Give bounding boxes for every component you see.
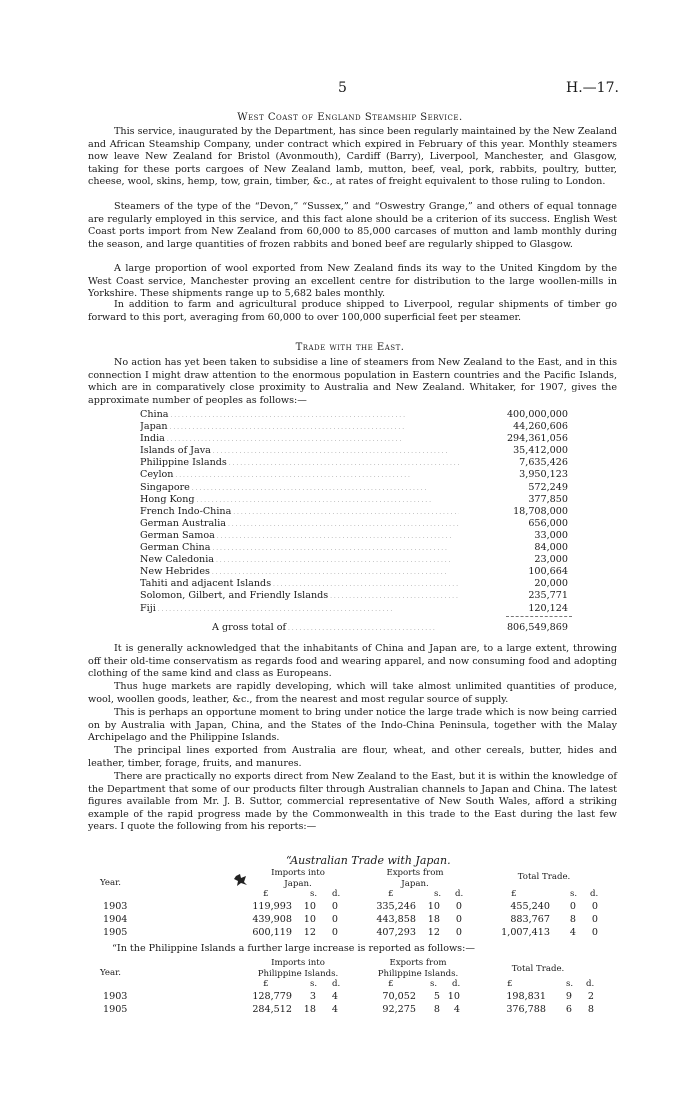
- population-row: [140, 445, 570, 457]
- imports-pence: 0: [331, 914, 338, 925]
- exports-shillings: 8: [433, 1004, 440, 1015]
- exports-pounds: 70,052: [382, 991, 416, 1002]
- table-row: [100, 927, 600, 939]
- country-name: German Australia . . .: [140, 518, 459, 530]
- total-pounds: 1,007,413: [501, 927, 550, 938]
- exports-shillings: 5: [433, 991, 440, 1002]
- column-header-total: Total Trade.: [511, 964, 565, 974]
- imports-pounds: 600,119: [252, 927, 292, 938]
- paragraph: A large proportion of wool exported from New Zealand finds its way to the United Kingdom by the West Coast service, Manchester proving an excellent centre for distribution to the large woollen-mills in Yorkshire. These shipments range up to 5,682 bales monthly.: [88, 263, 617, 300]
- total-pounds: 198,831: [506, 991, 546, 1002]
- imports-pence: 0: [331, 901, 338, 912]
- total-rule: [506, 616, 572, 617]
- shillings-symbol: s.: [310, 979, 318, 989]
- imports-pounds: 119,993: [252, 901, 292, 912]
- country-name: French Indo-China . . .: [140, 506, 459, 518]
- total-pence: 2: [587, 991, 594, 1002]
- year-cell: 1905: [103, 1004, 128, 1015]
- japan-trade-table: [100, 866, 600, 942]
- column-header-year: Year.: [100, 878, 122, 888]
- population-row: [140, 421, 570, 433]
- exports-pounds: 443,858: [376, 914, 416, 925]
- exports-pence: 0: [455, 927, 462, 938]
- paragraph: There are practically no exports direct from New Zealand to the East, but it is within the knowledge of the Department that some of our products filter through Australian channels to Japan and China. The latest figures available from Mr. J. B. Suttor, commercial representative of New South Wales, afford a striking example of the rapid progress made by the Commonwealth in this trade to the East during the last few years. I quote the following from his reports:—: [88, 771, 617, 833]
- year-cell: 1905: [103, 927, 128, 938]
- imports-pence: 4: [331, 991, 338, 1002]
- population-value: 7,635,426: [519, 457, 568, 469]
- pence-symbol: d.: [455, 889, 464, 899]
- pence-symbol: d.: [332, 889, 341, 899]
- column-header-imports: Imports into Japan.: [271, 868, 325, 889]
- shillings-symbol: s.: [566, 979, 574, 989]
- paragraph: In addition to farm and agricultural produce shipped to Liverpool, regular shipments of timber go forward to this port, averaging from 60,000 to over 100,000 superficial feet per steamer.: [88, 299, 617, 323]
- population-value: 400,000,000: [506, 409, 568, 420]
- imports-pence: 4: [331, 1004, 338, 1015]
- total-pence: 0: [591, 901, 598, 912]
- exports-pounds: 407,293: [376, 927, 416, 938]
- country-name: Hong Kong . . .: [140, 494, 459, 506]
- pence-symbol: d.: [452, 979, 461, 989]
- column-header-exports: Exports from Philippine Islands.: [377, 958, 459, 979]
- pence-symbol: d.: [332, 979, 341, 989]
- shillings-symbol: s.: [434, 889, 442, 899]
- table-row: [100, 901, 600, 913]
- year-cell: 1904: [103, 914, 128, 925]
- population-value: 377,850: [528, 493, 568, 505]
- population-row: [140, 518, 570, 530]
- country-name: New Caledonia . . .: [140, 554, 459, 566]
- exports-pence: 4: [453, 1004, 460, 1015]
- population-value: 572,249: [528, 481, 568, 493]
- total-pence: 8: [587, 1004, 594, 1015]
- japan-table-title: “Australian Trade with Japan.: [286, 854, 451, 867]
- imports-shillings: 10: [303, 914, 316, 925]
- total-pence: 0: [591, 914, 598, 925]
- country-name: Japan . . .: [140, 421, 459, 433]
- pence-symbol: d.: [590, 889, 599, 899]
- population-row: [140, 554, 570, 566]
- population-row: [140, 603, 570, 615]
- country-name: Tahiti and adjacent Islands . . .: [140, 578, 459, 590]
- table-row: [100, 914, 600, 926]
- country-name: Fiji . . .: [140, 603, 459, 615]
- exports-pounds: 335,246: [376, 901, 416, 912]
- imports-shillings: 3: [309, 991, 316, 1002]
- population-row: [140, 482, 570, 494]
- total-shillings: 0: [569, 901, 576, 912]
- population-value: 656,000: [528, 517, 568, 529]
- shillings-symbol: s.: [570, 889, 578, 899]
- population-value: 35,412,000: [513, 445, 568, 457]
- imports-shillings: 10: [303, 901, 316, 912]
- population-row: [140, 506, 570, 518]
- country-name: Solomon, Gilbert, and Friendly Islands . . .: [140, 590, 459, 602]
- exports-pence: 0: [455, 914, 462, 925]
- population-value: 120,124: [528, 602, 568, 614]
- pence-symbol: d.: [586, 979, 595, 989]
- paragraph: It is generally acknowledged that the inhabitants of China and Japan are, to a large extent, throwing off their old-time conservatism as regards food and wearing apparel, and now consuming food and adopting clothing of the same kind and class as Europeans.: [88, 643, 617, 680]
- population-table: [140, 409, 570, 615]
- pounds-symbol: £: [388, 889, 394, 899]
- population-value: 33,000: [534, 529, 568, 541]
- paragraph: Thus huge markets are rapidly developing, which will take almost unlimited quantities of produce, wool, woollen goods, leather, &c., from the nearest and most regular source of supply.: [88, 681, 617, 705]
- shillings-symbol: s.: [310, 889, 318, 899]
- paragraph: This is perhaps an opportune moment to bring under notice the large trade which is now being carried on by Australia with Japan, China, and the States of the Indo-China Peninsula, together with the Malay Archipelago and the Philippine Islands.: [88, 707, 617, 744]
- country-name: German China . . .: [140, 542, 459, 554]
- philippine-intro: “In the Philippine Islands a further large increase is reported as follows:—: [112, 943, 475, 954]
- total-shillings: 6: [565, 1004, 572, 1015]
- imports-pounds: 439,908: [252, 914, 292, 925]
- population-row: [140, 433, 570, 445]
- population-value: 20,000: [534, 578, 568, 590]
- exports-shillings: 10: [427, 901, 440, 912]
- country-name: German Samoa . . .: [140, 530, 459, 542]
- page-reference: H.—17.: [566, 80, 619, 96]
- column-header-imports: Imports into Philippine Islands.: [257, 958, 339, 979]
- table-row: [100, 991, 600, 1003]
- population-value: 44,260,606: [513, 421, 568, 433]
- exports-pounds: 92,275: [382, 1004, 416, 1015]
- shillings-symbol: s.: [430, 979, 438, 989]
- total-shillings: 4: [569, 927, 576, 938]
- country-name: Islands of Java . . .: [140, 445, 459, 457]
- population-row: [140, 494, 570, 506]
- country-name: Singapore . . .: [140, 482, 459, 494]
- population-row: [140, 469, 570, 481]
- table-row: [100, 1004, 600, 1016]
- gross-total-label: A gross total of . . .: [140, 622, 459, 633]
- pounds-symbol: £: [511, 889, 517, 899]
- imports-shillings: 12: [303, 927, 316, 938]
- year-cell: 1903: [103, 901, 128, 912]
- country-name: India . . .: [140, 433, 459, 445]
- population-value: 18,708,000: [513, 505, 568, 517]
- paragraph: This service, inaugurated by the Department, has since been regularly maintained by the New Zealand and African Steamship Company, under contract which expired in February of this year. Monthly steamers now leave New Zealand for Bristol (Avonmouth), Cardiff (Barry), Liverpool, Manchester, and Glasgow, taking for these ports cargoes of New Zealand lamb, mutton, beef, veal, pork, rabbits, poultry, butter, cheese, wool, skins, hemp, tow, grain, timber, &c., at rates of freight equivalent to those ruling to London.: [88, 126, 617, 188]
- section-title-west-coast: West Coast of England Steamship Service.: [237, 112, 463, 123]
- section-title-trade-east: Trade with the East.: [295, 342, 405, 353]
- year-cell: 1903: [103, 991, 128, 1002]
- total-shillings: 8: [569, 914, 576, 925]
- total-pounds: 455,240: [510, 901, 550, 912]
- country-name: Philippine Islands . . .: [140, 457, 459, 469]
- imports-pounds: 284,512: [252, 1004, 292, 1015]
- population-value: 235,771: [528, 590, 568, 602]
- population-row: [140, 409, 570, 421]
- population-value: 3,950,123: [519, 469, 568, 481]
- philippine-trade-table: [100, 956, 600, 1020]
- exports-pence: 0: [455, 901, 462, 912]
- paragraph: No action has yet been taken to subsidise a line of steamers from New Zealand to the East, and in this connection I might draw attention to the enormous population in Eastern countries and the Pacific Islands, which are in comparatively close proximity to Australia and New Zealand. Whitaker, for 1907, gives the approximate number of peoples as follows:—: [88, 357, 617, 406]
- population-value: 100,664: [528, 566, 568, 578]
- country-name: New Hebrides . . .: [140, 566, 459, 578]
- total-shillings: 9: [565, 991, 572, 1002]
- population-row: [140, 578, 570, 590]
- pounds-symbol: £: [263, 979, 269, 989]
- population-row: [140, 457, 570, 469]
- imports-pence: 0: [331, 927, 338, 938]
- paragraph: The principal lines exported from Australia are flour, wheat, and other cereals, butter, hides and leather, timber, forage, fruits, and manures.: [88, 745, 617, 769]
- exports-shillings: 12: [427, 927, 440, 938]
- total-pence: 0: [591, 927, 598, 938]
- population-value: 84,000: [534, 542, 568, 554]
- gross-total-row: [140, 622, 570, 633]
- column-header-total: Total Trade.: [517, 872, 571, 882]
- pounds-symbol: £: [263, 889, 269, 899]
- exports-shillings: 18: [427, 914, 440, 925]
- column-header-exports: Exports from Japan.: [386, 868, 444, 889]
- total-pounds: 883,767: [510, 914, 550, 925]
- country-name: Ceylon . . .: [140, 469, 459, 481]
- pounds-symbol: £: [388, 979, 394, 989]
- imports-shillings: 18: [303, 1004, 316, 1015]
- imports-pounds: 128,779: [252, 991, 292, 1002]
- population-row: [140, 566, 570, 578]
- column-header-year: Year.: [100, 968, 122, 978]
- population-row: [140, 590, 570, 602]
- gross-total-value: 806,549,869: [506, 622, 568, 633]
- exports-pence: 10: [447, 991, 460, 1002]
- page-number: 5: [338, 80, 347, 96]
- pounds-symbol: £: [507, 979, 513, 989]
- paragraph: Steamers of the type of the “Devon,” “Sussex,” and “Oswestry Grange,” and others of equal tonnage are regularly employed in this service, and this fact alone should be a criterion of its success. English West Coast ports import from New Zealand from 60,000 to 85,000 carcases of mutton and lamb monthly during the season, and large quantities of frozen rabbits and boned beef are regularly shipped to Glasgow.: [88, 201, 617, 250]
- population-value: 23,000: [534, 554, 568, 566]
- total-pounds: 376,788: [506, 1004, 546, 1015]
- country-name: China . . .: [140, 409, 459, 421]
- population-row: [140, 542, 570, 554]
- population-value: 294,361,056: [506, 433, 568, 445]
- population-row: [140, 530, 570, 542]
